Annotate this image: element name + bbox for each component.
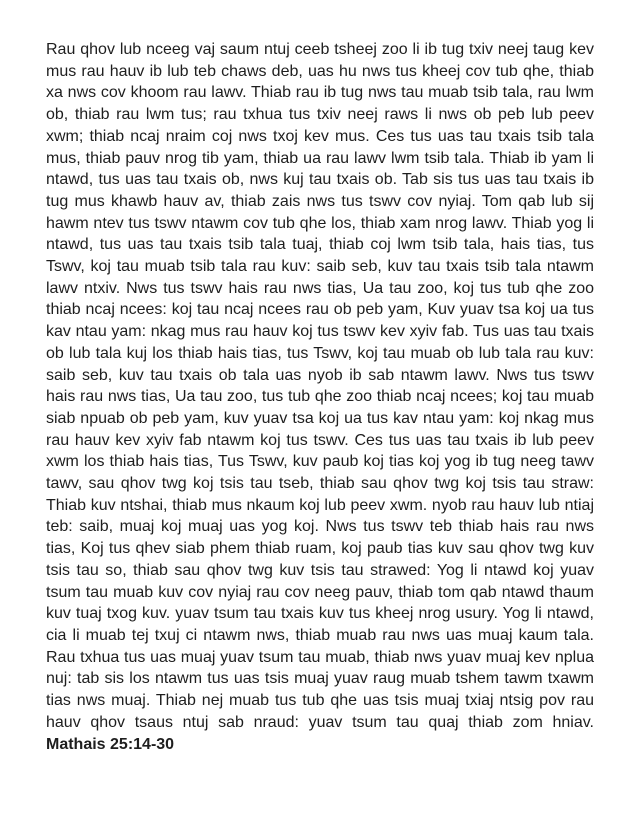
passage-body: Rau qhov lub nceeg vaj saum ntuj ceeb tsheej zoo li ib tug txiv neej taug kev mus rau hauv ib lub teb chaws deb, uas hu nws tus kheej cov tub qhe, thiab xa nws cov khoom rau lawv. Thiab rau ib tug nws tau muab tsib tala, rau lwm ob, thiab rau lwm tus; rau txhua tus txiv neej raws li nws ob peb lub peev xwm; thiab ncaj nraim coj nws txoj kev mus. Ces tus uas tau txais tsib tala mus, thiab pauv nrog tib yam, thiab ua rau lawv lwm tsib tala. Thiab ib yam li ntawd, tus uas tau txais ob, nws kuj tau txais ob. Tab sis tus uas tau txais ib tug mus khawb hauv av, thiab zais nws tus tswv cov nyiaj. Tom qab lub sij hawm ntev tus tswv ntawm cov tub qhe los, thiab xam nrog lawv. Thiab yog li ntawd, tus uas tau txais tsib tala tuaj, thiab coj lwm tsib tala, hais tias, tus Tswv, koj tau muab tsib tala rau kuv: saib seb, kuv tau txais tsib tala ntawm lawv ntxiv. Nws tus tswv hais rau nws tias, Ua tau zoo, koj tus tub qhe zoo thiab ncaj ncees: koj tau ncaj ncees rau ob peb yam, Kuv yuav tsa koj ua tus kav ntau yam: nkag mus rau hauv koj tus tswv kev xyiv fab. Tus uas tau txais ob lub tala kuj los thiab hais tias, tus Tswv, koj tau muab ob lub tala rau kuv: saib seb, kuv tau txais ob tala uas nyob ib sab ntawm lawv. Nws tus tswv hais rau nws tias, Ua tau zoo, tus tub qhe zoo thiab ncaj ncees; koj tau muab siab npuab ob peb yam, kuv yuav tsa koj ua tus kav ntau yam: koj nkag mus rau hauv kev xyiv fab ntawm koj tus tswv. Ces tus uas tau txais ib lub peev xwm los thiab hais tias, Tus Tswv, kuv paub koj tias koj yog ib tug neeg tawv tawv, sau qhov twg koj tsis tau tseb, thiab sau qhov twg koj tsis tau straw: Thiab kuv ntshai, thiab mus nkaum koj lub peev xwm. nyob rau hauv lub ntiaj teb: saib, muaj koj muaj uas yog koj. Nws tus tswv teb thiab hais rau nws tias, Koj tus qhev siab phem thiab ruam, koj paub tias kuv sau qhov twg kuv tsis tau so, thiab sau qhov twg kuv tsis tau strawed: Yog li ntawd koj yuav tsum tau muab kuv cov nyiaj rau cov neeg pauv, thiab tom qab ntawd thaum kuv tuaj txog kuv. yuav tsum tau txais kuv tus kheej nrog usury. Yog li ntawd, cia li muab tej txuj ci ntawm nws, thiab muab rau nws uas muaj kaum tala. Rau txhua tus uas muaj yuav tsum tau muab, thiab nws yuav muaj kev nplua nuj: tab sis los ntawm tus uas tsis muaj yuav raug muab tshem tawm txawm tias nws muaj. Thiab nej muab tus tub qhe uas tsis muaj txiaj ntsig pov rau hauv qhov tsaus ntuj sab nraud: yuav tsum tau quaj thiab zom hniav. (46, 41, 594, 731)
scripture-citation: Mathais 25:14-30 (46, 735, 175, 753)
passage-paragraph (46, 39, 594, 755)
scripture-passage (46, 39, 594, 755)
